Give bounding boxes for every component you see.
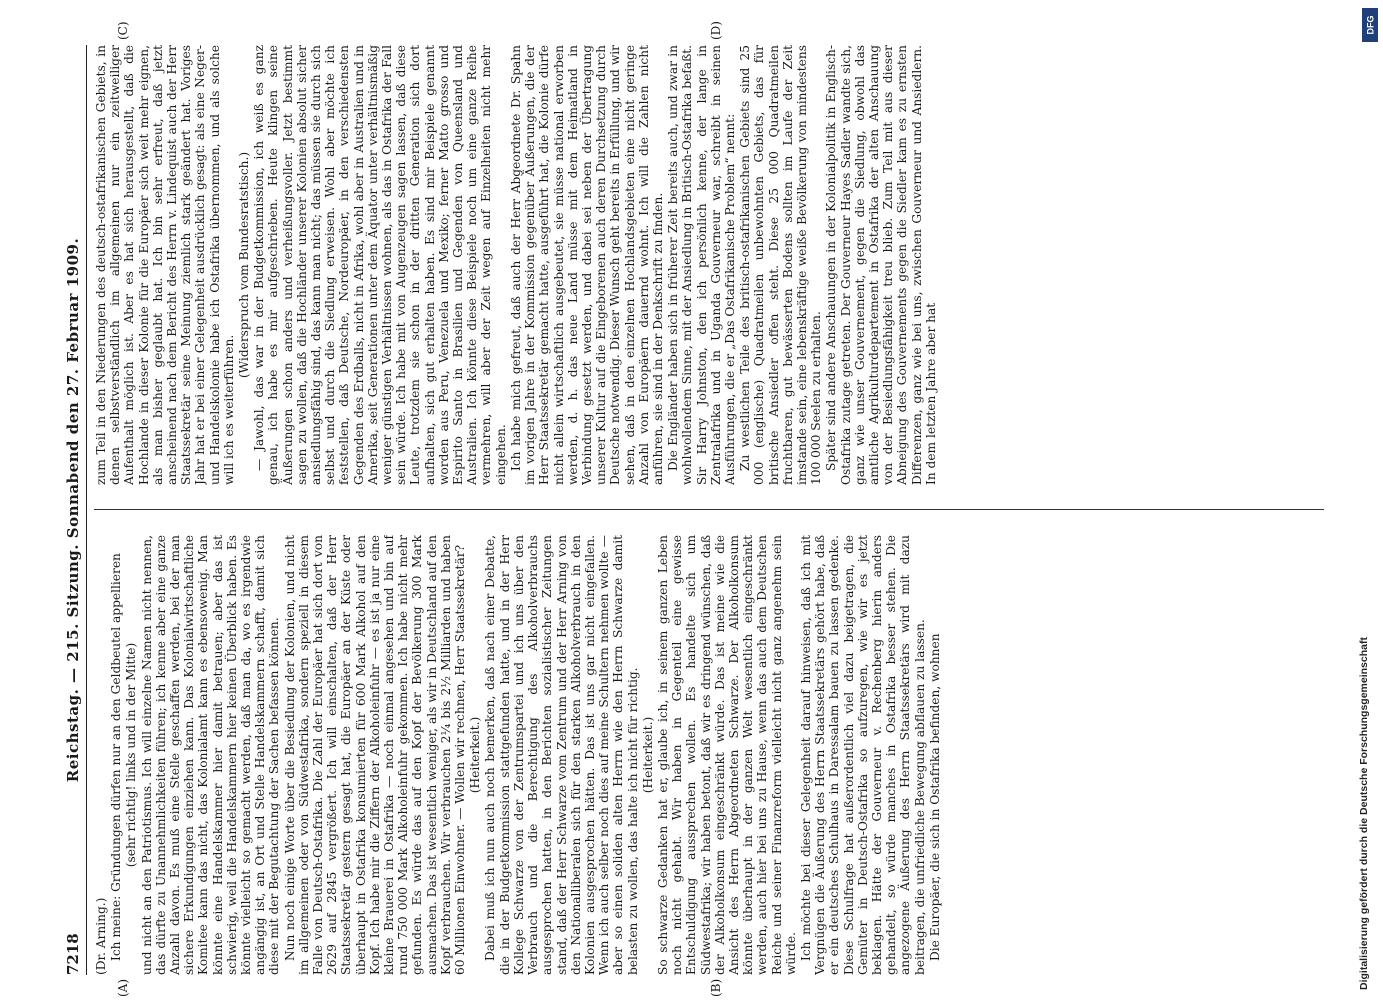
interjection: (sehr richtig! links und in der Mitte) [124, 642, 139, 868]
interjection: (Heiterkeit.) [468, 716, 483, 794]
margin-letter-a: (A) [116, 978, 130, 997]
paragraph: Die Engländer haben sich in früherer Zeit bereits auch, und zwar in wohlwollendem Sinne, mit der Ansiedlung in Britisch-Ostafrika befaßt. Sir Harry Johnston, den ich persönlich kenne, der lange in Zentralafrika und in Uganda Gouverneur war, schreibt in seinen Ausführungen, die er „Das Ostafrikanische Problem“ nennt: [666, 45, 737, 485]
paragraph: Später sind andere Anschauungen in der Kolonialpolitik in Englisch-Ostafrika zutage getreten. Der Gouverneur Hayes Sadler wandte sich, ganz wie unser Gouvernement, gegen die Siedlung, obwohl das amtliche Agrikulturdepartement in Ostafrika der alten Anschauung von der Besiedlungsfähigkeit treu blieb. Zum Teil mit aus dieser Abneigung des Gouvernements gegen die Siedler kam es zu ernsten Differenzen, ganz wie bei uns, zwischen Gouverneur und Ansiedlern. In dem letzten Jahre aber hat [824, 45, 938, 485]
dfg-logo: DFG [1362, 8, 1378, 42]
paragraph: Die Europäer, die sich in Ostafrika befinden, wohnen [927, 633, 942, 961]
paragraph: Dabei muß ich nun auch noch bemerken, daß nach einer Debatte, die in der Budgetkommission stattgefunden hatte, und in der Herr Kollege Schwarze von der Zentrumspartei und ich uns über den Verbrauch und die Berechtigung des Alkoholverbrauchs ausgesprochen hatten, in den Berichten sozialistischer Zeitungen stand, daß der Herr Schwarze vom Zentrum und der Herr Arning von den Nationalliberalen sich für den starken Alkoholverbrauch in den Kolonien ausgesprochen hätten. Das ist uns gar nicht eingefallen. Wenn ich auch selber noch dies auf meine Schultern nehmen wollte — aber so einen soliden alten Herrn wie den Herrn Schwarze damit belasten zu wollen, das halte ich nicht für richtig. [483, 535, 640, 975]
page-header [60, 45, 87, 975]
interjection: (Widerspruch vom Bundesratstisch.) [237, 151, 252, 379]
column-divider [94, 509, 1324, 510]
text-columns [94, 21, 1329, 997]
interjection: (Heiterkeit.) [640, 716, 655, 794]
page-title: Reichstag. — 215. Sitzung. Sonnabend den 27. Februar 1909. [64, 237, 82, 783]
right-column [94, 45, 1324, 485]
digitization-credit [1358, 10, 1380, 990]
rotated-page-content [60, 21, 1335, 997]
paragraph: So schwarze Gedanken hat er, glaube ich, in seinem ganzen Leben noch nicht gehabt. Wir haben in Gegenteil eine gewisse Entschuldigung aussprechen wollen. Es handelte sich um Südwestafrika; wir haben betont, daß wir es dringend wünschen, daß der Alkoholkonsum eingeschränkt würde. Das ist meine wie die Ansicht des Herrn Abgeordneten Schwarze. Der Alkoholkonsum könnte überhaupt in der ganzen Welt wesentlich eingeschränkt werden, auch hier bei uns zu Hause, wenn das auch dem Deutschen Reiche und seiner Finanzreform vielleicht nicht ganz angenehm sein würde. [655, 535, 798, 975]
quotation: Zu westlichen Teile des britisch-ostafrikanischen Gebiets sind 25 000 (englische) Quadratmeilen unbewohnten Gebiets, das für britische Ansiedler offen steht. Diese 25 000 Quadratmeilen fruchtbaren, gut bewässerten Bodens sollten im Laufe der Zeit imstande sein, eine lebenskräftige weiße Bevölkerung von mindestens 100 000 Seelen zu erhalten. [738, 45, 824, 485]
paragraph: und nicht an den Patriotismus. Ich will einzelne Namen nicht nennen, das dürfte zu Unannehmlichkeiten führen; ich kenne aber eine ganze Anzahl davon. Es muß eine Stelle geschaffen werden, bei der man sichere Erkundigungen einziehen kann. Das Kolonialwirtschaftliche Komitee kann das nicht, das Kolonialamt kann es ebensowenig. Man könnte eine Handelskammer hier damit betrauen; aber das ist schwierig, weil die Handelskammern hier keinen Überblick haben. Es könnte vielleicht so gemacht werden, daß man da, wo es irgendwie angängig ist, an Ort und Stelle Handelskammern schafft, damit sich diese mit der Begutachtung der Sachen befassen können. [139, 535, 282, 975]
speaker-reference: (Dr. Arning.) [94, 897, 108, 975]
paragraph: Ich habe mich gefreut, daß auch der Herr Abgeordnete Dr. Spahn im vorigen Jahre in der Kommission gegenüber Äußerungen, die der Herr Staatssekretär gemacht hatte, ausgeführt hat, die Kolonie dürfe nicht allein wirtschaftlich ausgebeutet, sie müsse national erworben werden, d. h. das neue Land müsse mit dem Heimatland in Verbindung gesetzt werden, und dabei sei neben der Übertragung unserer Kultur auf die Eingeborenen auch deren Durchsetzung durch Deutsche notwendig. Dieser Wunsch geht bereits in Erfüllung, und wir sehen, daß in den einzelnen Hochlandsgebieten eine nicht geringe Anzahl von Europäern dauernd wohnt. Ich will die Zahlen nicht anführen, sie sind in der Denkschrift zu finden. [508, 45, 665, 485]
page-number: 7218 [64, 933, 82, 975]
margin-letter-d: (D) [709, 21, 723, 40]
left-column [94, 535, 1324, 975]
margin-letter-b: (B) [709, 978, 723, 997]
paragraph: Ich meine: Gründungen dürfen nur an den Geldbeutel appellieren [109, 553, 124, 961]
paragraph: zum Teil in den Niederungen des deutsch-ostafrikanischen Gebiets, in denen selbstverständlich im allgemeinen nur ein zeitweiliger Aufenthalt möglich ist. Aber es hat sich herausgestellt, daß die Hochlande in dieser Kolonie für die Europäer sich weit mehr eignen, als man bisher geglaubt hat. Ich bin sehr erfreut, daß jetzt anscheinend nach dem Bericht des Herrn v. Lindequist auch der Herr Staatssekretär seine Meinung ziemlich stark geändert hat. Voriges Jahr hat er bei einer Gelegenheit ausdrücklich gesagt: als eine Neger- und Handelskolonie habe ich Ostafrika übernommen, und als solche will ich es weiterführen. [94, 45, 236, 485]
paragraph: Nun noch einige Worte über die Besiedlung der Kolonien, und nicht im allgemeinen oder von Südwestafrika, sondern speziell in diesem Falle von Deutsch-Ostafrika. Die Zahl der Europäer hat sich dort von 2629 auf 2845 vergrößert. Ich will einschalten, daß der Herr Staatssekretär gestern gesagt hat, die Europäer an der Küste oder überhaupt in Ostafrika konsumierten für 600 Mark Alkohol auf den Kopf. Ich habe mir die Ziffern der Alkoholeinfuhr — es ist ja nur eine kleine Brauerei in Ostafrika — noch einmal angesehen und bin auf rund 750 000 Mark Alkoholeinfuhr gekommen. Ich habe nicht mehr gefunden. Es würde das auf den Kopf der Bevölkerung 300 Mark ausmachen. Das ist wesentlich weniger, als wir in Deutschland auf den Kopf verbrauchen. Wir verbrauchen 2¼ bis 2½ Milliarden und haben 60 Millionen Einwohner. — Wollen wir rechnen, Herr Staatssekretär? [282, 535, 468, 975]
credit-text: Digitalisierung gefördert durch die Deutsche Forschungsgemeinschaft [1358, 637, 1370, 990]
paragraph: Ich möchte bei dieser Gelegenheit darauf hinweisen, daß ich mit Vergnügen die Äußerung des Herrn Staatssekretärs gehört habe, daß er ein deutsches Schulhaus in Daressalam bauen zu lassen gedenke. Diese Schulfrage hat außerordentlich viel dazu beigetragen, die Gemüter in Deutsch-Ostafrika so aufzuregen, wie wir es jetzt beklagen. Hätte der Gouverneur v. Rechenberg hierin anders gehandelt, so würde manches in Ostafrika besser stehen. Die angezogene Äußerung des Herrn Staatssekretärs wird mit dazu beitragen, die unfriedliche Bewegung abflauen zu lassen. [798, 535, 927, 975]
margin-letter-c: (C) [116, 21, 130, 40]
paragraph: — Jawohl, das war in der Budgetkommission, ich weiß es ganz genau, ich habe es mir aufgeschrieben. Heute klingen seine Äußerungen schon anders und verheißungsvoller. Jetzt bestimmt sagen zu wollen, daß die Hochländer unserer Kolonien absolut sicher ansiedlungsfähig sind, das kann man nicht; das müssen sie durch sich selbst und durch die Siedlung erweisen. Wohl aber möchte ich feststellen, daß Deutsche, Nordeuropäer, in den verschiedensten Gegenden des Erdballs, nicht in Afrika, wohl aber in Australien und in Amerika, seit Generationen unter dem Äquator unter verhältnismäßig weniger günstigen Verhältnissen wohnen, als das in Ostafrika der Fall sein würde. Ich habe mit von Augenzeugen sagen lassen, daß diese Leute, trotzdem sie schon in der dritten Generation sich dort aufhalten, sich gut erhalten haben. Es sind mir Beispiele genannt worden aus Peru, Venezuela und Mexiko; ferner Matto grosso und Espirito Santo in Brasilien und Gegenden von Queensland und Australien. Ich könnte diese Beispiele noch um eine ganze Reihe vermehren, will aber der Zeit wegen auf Einzelheiten nicht mehr eingehen. [252, 45, 508, 485]
